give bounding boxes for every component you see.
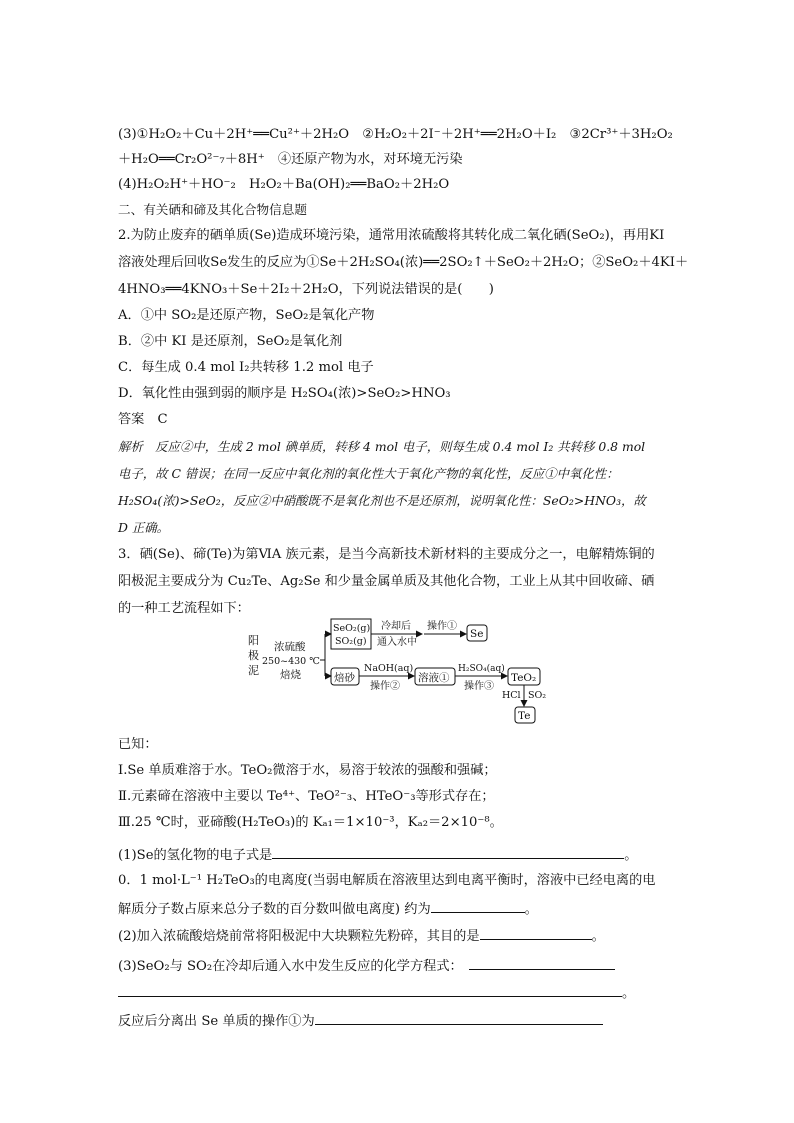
subq-3: [118, 956, 615, 976]
subq-1-line-3-end: 。: [524, 902, 538, 917]
flow-op3: 操作③: [464, 681, 494, 692]
flow-te: Te: [518, 710, 531, 722]
subq-1-line-3-text: 解质分子数占原来总分子数的百分数叫做电离度) 约为: [118, 902, 431, 917]
subq-2: [118, 926, 605, 946]
flow-teo2: TeO₂: [511, 672, 537, 684]
flow-naoh: NaOH(aq): [364, 663, 414, 674]
flow-gas-1: SeO₂(g): [333, 623, 371, 634]
option-c: C．每生成 0.4 mol I₂共转移 1.2 mol 电子: [118, 360, 374, 375]
answer-blank-5[interactable]: [118, 983, 622, 997]
flow-rongye: 溶液①: [418, 672, 450, 684]
flow-cond-bot: 焙烧: [280, 669, 301, 681]
flow-start-3: 泥: [248, 664, 259, 677]
answer-blank-4[interactable]: [469, 956, 615, 970]
known-2: Ⅱ.元素碲在溶液中主要以 Te⁴⁺、TeO²⁻₃、HTeO⁻₃等形式存在；: [118, 789, 495, 804]
flow-arrow2-top: 操作①: [427, 621, 457, 632]
flow-so2: SO₂: [528, 690, 547, 701]
option-b: B．②中 KI 是还原剂，SeO₂是氧化剂: [118, 334, 343, 349]
flow-h2so4: H₂SO₄(aq): [458, 664, 505, 674]
known-3: Ⅲ.25 ℃时，亚碲酸(H₂TeO₃)的 Kₐ₁＝1×10⁻³，Kₐ₂＝2×10⁻⁸。: [118, 815, 503, 830]
flow-arrow1-bot: 通入水中: [377, 637, 417, 648]
flow-arrow1-top: 冷却后: [381, 621, 411, 632]
subq-1-line-2: 0．1 mol·L⁻¹ H₂TeO₃的电离度(当弱电解质在溶液里达到电离平衡时，溶液中已经电离的电: [118, 873, 656, 888]
subq-3-line-3-text: 反应后分离出 Se 单质的操作①为: [118, 1014, 315, 1029]
analysis-line-1: 解析 反应②中，生成 2 mol 碘单质，转移 4 mol 电子，则每生成 0.4 mol I₂ 共转移 0.8 mol: [118, 439, 646, 454]
subq-3-text: (3)SeO₂与 SO₂在冷却后通入水中发生反应的化学方程式：: [118, 959, 457, 974]
answer-line-4: (4)H₂O₂H⁺＋HO⁻₂ H₂O₂＋Ba(OH)₂══BaO₂＋2H₂O: [118, 177, 450, 192]
question-3-line-2: 阳极泥主要成分为 Cu₂Te、Ag₂Se 和少量金属单质及其他化合物，工业上从其中回收碲、硒: [118, 574, 655, 589]
analysis-line-3: H₂SO₄(浓)>SeO₂，反应②中硝酸既不是氧化剂也不是还原剂，说明氧化性：SeO₂>HNO₃，故: [118, 493, 646, 508]
subq-3-line-2-end: 。: [622, 986, 636, 1001]
subq-3-line-3: [118, 1011, 603, 1031]
question-2-line-1: 2.为防止废弃的硒单质(Se)造成环境污染，通常用浓硫酸将其转化成二氧化硒(SeO₂)，再用KI: [118, 228, 665, 243]
analysis-line-4: D 正确。: [118, 520, 170, 535]
process-flow-diagram: [240, 614, 580, 730]
flow-start-2: 极: [248, 649, 259, 662]
question-2-line-2: 溶液处理后回收Se发生的反应为①Se＋2H₂SO₄(浓)══2SO₂↑＋SeO₂＋2H₂O；②SeO₂＋4KI＋: [118, 255, 689, 270]
flow-cond-top: 浓硫酸: [274, 641, 306, 653]
section-heading: 二、有关硒和碲及其化合物信息题: [118, 202, 307, 217]
answer-blank-3[interactable]: [480, 926, 592, 940]
answer-blank-1[interactable]: [272, 845, 624, 859]
answer-line-3: (3)①H₂O₂＋Cu＋2H⁺══Cu²⁺＋2H₂O ②H₂O₂＋2I⁻＋2H⁺══2H₂O＋I₂ ③2Cr³⁺＋3H₂O₂: [118, 127, 673, 142]
flow-cond-mid: 250~430 ℃: [262, 656, 320, 667]
answer: 答案 C: [118, 412, 168, 427]
question-3-line-3: 的一种工艺流程如下：: [118, 601, 250, 616]
answer-blank-6[interactable]: [315, 1011, 603, 1025]
flow-shasha: 焙砂: [334, 672, 355, 684]
flow-se: Se: [470, 628, 484, 640]
flow-gas-2: SO₂(g): [335, 636, 367, 647]
subq-3-line-2: [118, 983, 635, 1003]
subq-2-text: (2)加入浓硫酸焙烧前常将阳极泥中大块颗粒先粉碎，其目的是: [118, 929, 480, 944]
subq-1-end: 。: [624, 848, 638, 863]
option-a: A．①中 SO₂是还原产物，SeO₂是氧化产物: [118, 308, 375, 323]
answer-line-3-cont: ＋H₂O══Cr₂O²⁻₇＋8H⁺ ④还原产物为水，对环境无污染: [118, 152, 463, 167]
analysis-line-2: 电子，故 C 错误；在同一反应中氧化剂的氧化性大于氧化产物的氧化性，反应①中氧化性：: [118, 466, 619, 481]
subq-1: [118, 845, 637, 865]
known-heading: 已知：: [118, 737, 158, 752]
question-2-line-3: 4HNO₃══4KNO₃＋Se＋2I₂＋2H₂O，下列说法错误的是( ): [118, 282, 494, 297]
question-3-line-1: 3．硒(Se)、碲(Te)为第ⅥA 族元素，是当今高新技术新材料的主要成分之一，电解精炼铜的: [118, 547, 655, 562]
flow-hcl: HCl: [502, 690, 521, 701]
answer-blank-2[interactable]: [431, 899, 525, 913]
flow-start-1: 阳: [248, 634, 259, 647]
known-1: Ⅰ.Se 单质难溶于水。TeO₂微溶于水，易溶于较浓的强酸和强碱；: [118, 763, 497, 778]
option-d: D．氧化性由强到弱的顺序是 H₂SO₄(浓)>SeO₂>HNO₃: [118, 386, 451, 401]
subq-1-text: (1)Se的氢化物的电子式是: [118, 848, 273, 863]
subq-1-line-3: [118, 899, 538, 919]
subq-2-end: 。: [591, 929, 605, 944]
flow-op2: 操作②: [370, 681, 400, 692]
